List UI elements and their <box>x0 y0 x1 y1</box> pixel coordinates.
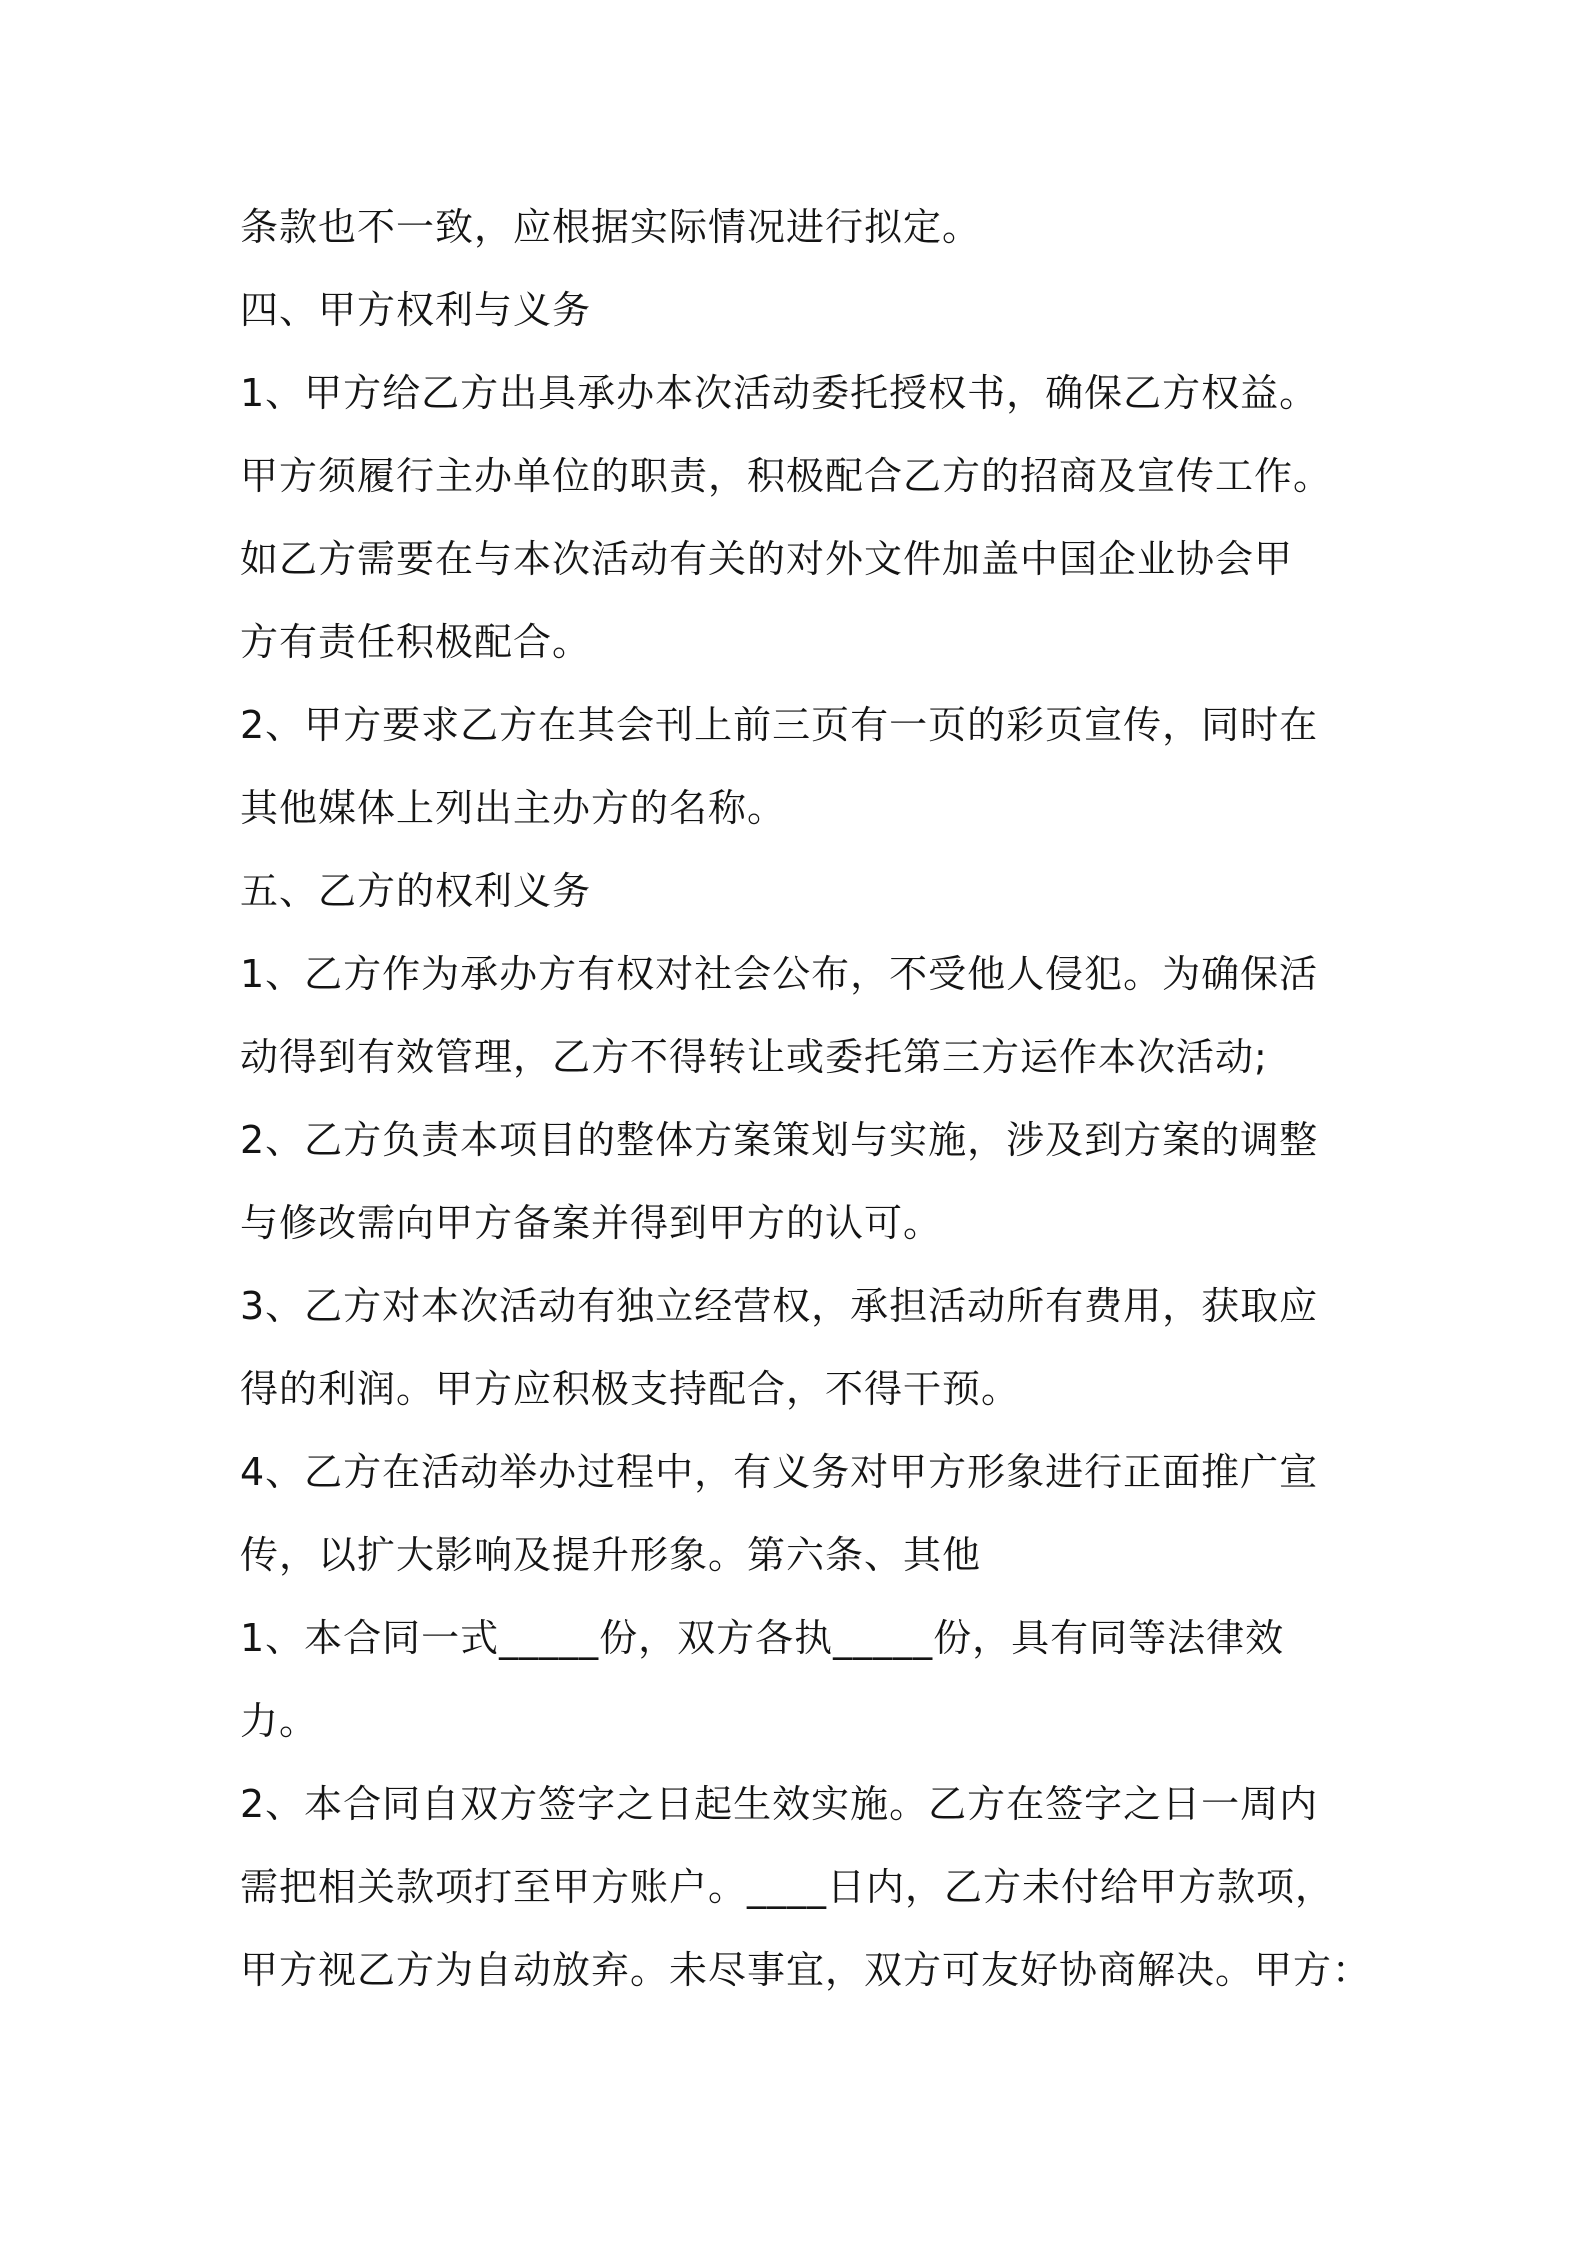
text-line: 动得到有效管理，乙方不得转让或委托第三方运作本次活动; <box>240 1035 1268 1079</box>
text-line: 如乙方需要在与本次活动有关的对外文件加盖中国企业协会甲 <box>240 537 1294 581</box>
text-line: 3、乙方对本次活动有独立经营权，承担活动所有费用，获取应 <box>240 1284 1319 1328</box>
text-line: 2、乙方负责本项目的整体方案策划与实施，涉及到方案的调整 <box>240 1118 1319 1162</box>
text-line: 与修改需向甲方备案并得到甲方的认可。 <box>240 1201 943 1245</box>
text-line: 需把相关款项打至甲方账户。____日内，乙方未付给甲方款项， <box>240 1865 1335 1909</box>
text-line: 1、本合同一式_____份，双方各执_____份，具有同等法律效 <box>240 1616 1285 1660</box>
text-line: 方有责任积极配合。 <box>240 620 592 664</box>
text-line: 其他媒体上列出主办方的名称。 <box>240 786 787 830</box>
text-line: 条款也不一致，应根据实际情况进行拟定。 <box>240 205 982 249</box>
text-line: 甲方须履行主办单位的职责，积极配合乙方的招商及宣传工作。 <box>240 454 1333 498</box>
text-line: 4、乙方在活动举办过程中，有义务对甲方形象进行正面推广宣 <box>240 1450 1319 1494</box>
text-line: 得的利润。甲方应积极支持配合，不得干预。 <box>240 1367 1021 1411</box>
text-line: 2、本合同自双方签字之日起生效实施。乙方在签字之日一周内 <box>240 1782 1319 1826</box>
text-line: 力。 <box>240 1699 319 1743</box>
text-line: 1、乙方作为承办方有权对社会公布，不受他人侵犯。为确保活 <box>240 952 1319 996</box>
text-line: 1、甲方给乙方出具承办本次活动委托授权书，确保乙方权益。 <box>240 371 1319 415</box>
text-line: 甲方视乙方为自动放弃。未尽事宜，双方可友好协商解决。甲方： <box>240 1948 1372 1992</box>
section-heading: 五、乙方的权利义务 <box>240 869 592 913</box>
text-line: 传，以扩大影响及提升形象。第六条、其他 <box>240 1533 982 1577</box>
section-heading: 四、甲方权利与义务 <box>240 288 592 332</box>
text-line: 2、甲方要求乙方在其会刊上前三页有一页的彩页宣传，同时在 <box>240 703 1319 747</box>
